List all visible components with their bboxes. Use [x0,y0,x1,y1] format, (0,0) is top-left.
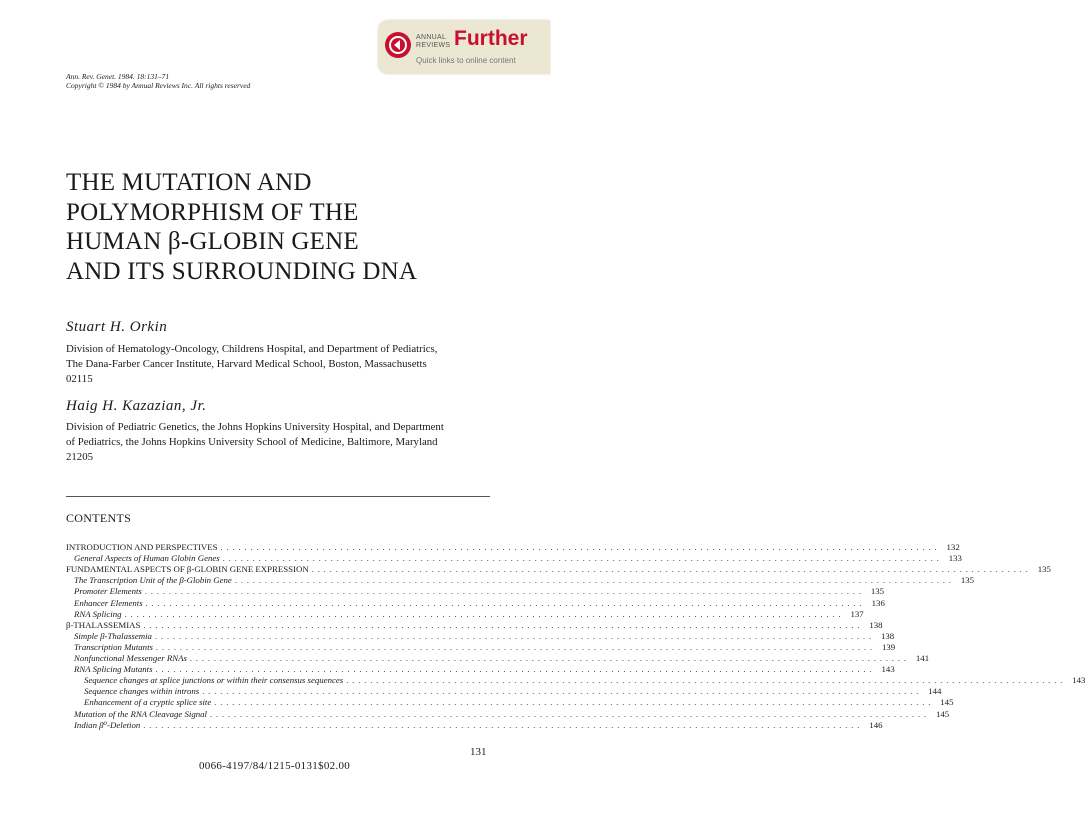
toc-entry-label: Enhancer Elements [74,597,143,608]
toc-entry-page: 141 [915,653,930,663]
toc-leader-dots: . . . . . . . . . . . . . . . . . . . . . . . . . . . . . . . . . . . . . . . . . . . . . . . . . . . . . . . . . . . . . . . . . . . . . . . . . . . . . . . . . . . . . . . . . . . . . . . . . . . . . . . . . . . . . . . . . . . . . . . . [143,720,861,730]
toc-entry[interactable] [66,542,960,553]
toc-entry-label: Nonfunctional Messenger RNAs [74,653,187,663]
toc-entry-page: 136 [871,597,885,608]
toc-entry-page: 144 [928,686,942,697]
toc-leader-dots: . . . . . . . . . . . . . . . . . . . . . . . . . . . . . . . . . . . . . . . . . . . . . . . . . . . . . . . . . . . . . . . . . . . . . . . . . . . . . . . . . . . . . . . . . . . . . . . . . . . . . . . . . . . . . . . . . . . . . . . . [311,565,1029,575]
toc-leader-dots: . . . . . . . . . . . . . . . . . . . . . . . . . . . . . . . . . . . . . . . . . . . . . . . . . . . . . . . . . . . . . . . . . . . . . . . . . . . . . . . . . . . . . . . . . . . . . . . . . . . . . . . . . . . . . . . . . . . . . . . . [124,609,842,619]
toc-entry-page: 145 [936,708,950,719]
toc-entry-page: 135 [960,575,975,586]
toc-entry[interactable] [66,619,883,631]
toc-entry[interactable] [66,586,885,597]
journal-citation: Ann. Rev. Genet. 1984. 18:131–71 [66,72,170,81]
toc-leader-dots: . . . . . . . . . . . . . . . . . . . . . . . . . . . . . . . . . . . . . . . . . . . . . . . . . . . . . . . . . . . . . . . . . . . . . . . . . . . . . . . . . . . . . . . . . . . . . . . . . . . . . . . . . . . . . . . . . . . . . . . . [155,665,873,675]
toc-entry-page: 139 [881,641,896,652]
toc-leader-dots: . . . . . . . . . . . . . . . . . . . . . . . . . . . . . . . . . . . . . . . . . . . . . . . . . . . . . . . . . . . . . . . . . . . . . . . . . . . . . . . . . . . . . . . . . . . . . . . . . . . . . . . . . . . . . . . . . . . . . . . . [220,543,938,552]
affiliation-line: Division of Hematology-Oncology, Childrens Hospital, and Department of Pediatrics, [66,343,438,355]
toc-entry[interactable] [66,686,942,697]
toc-entry-label: Transcription Mutants [74,641,153,652]
toc-entry-label: Mutation of the RNA Cleavage Signal [74,708,207,719]
toc-entry-page: 143 [881,664,895,675]
toc-entry[interactable] [66,697,954,708]
banner-further-label[interactable]: Further [454,27,528,50]
toc-entry-label: Enhancement of a cryptic splice site [84,697,212,708]
toc-entry-label: β-THALASSEMIAS [66,619,141,630]
toc-leader-dots: . . . . . . . . . . . . . . . . . . . . . . . . . . . . . . . . . . . . . . . . . . . . . . . . . . . . . . . . . . . . . . . . . . . . . . . . . . . . . . . . . . . . . . . . . . . . . . . . . . . . . . . . . . . . . . . . . . . . . . . . [234,576,952,586]
toc-entry[interactable] [66,641,896,653]
author-name: Haig H. Kazazian, Jr. [66,398,207,414]
toc-leader-dots: . . . . . . . . . . . . . . . . . . . . . . . . . . . . . . . . . . . . . . . . . . . . . . . . . . . . . . . . . . . . . . . . . . . . . . . . . . . . . . . . . . . . . . . . . . . . . . . . . . . . . . . . . . . . . . . . . . . . . . . . [145,598,863,608]
toc-leader-dots: . . . . . . . . . . . . . . . . . . . . . . . . . . . . . . . . . . . . . . . . . . . . . . . . . . . . . . . . . . . . . . . . . . . . . . . . . . . . . . . . . . . . . . . . . . . . . . . . . . . . . . . . . . . . . . . . . . . . . . . . [189,654,907,663]
banner-annual-text: ANNUAL [416,34,447,41]
toc-entry[interactable] [66,708,950,720]
toc-entry-label: The Transcription Unit of the β-Globin Gene [74,575,232,586]
author-name: Stuart H. Orkin [66,319,168,335]
toc-leader-dots: . . . . . . . . . . . . . . . . . . . . . . . . . . . . . . . . . . . . . . . . . . . . . . . . . . . . . . . . . . . . . . . . . . . . . . . . . . . . . . . . . . . . . . . . . . . . . . . . . . . . . . . . . . . . . . . . . . . . . . . . [210,709,927,719]
toc-entry-label: Sequence changes within introns [84,686,200,697]
toc-entry[interactable] [66,653,930,664]
further-banner[interactable] [378,20,550,74]
author-affiliation [66,420,491,465]
affiliation-line: of Pediatrics, the Johns Hopkins University School of Medicine, Baltimore, Maryland [66,436,438,448]
banner-reviews-text: REVIEWS [416,42,451,49]
toc-entry[interactable] [66,719,883,731]
title-line: HUMAN β-GLOBIN GENE [66,228,359,255]
toc-entry-page: 143 [1072,675,1085,686]
toc-entry-label: Simple β-Thalassemia [74,630,152,641]
affiliation-line: The Dana-Farber Cancer Institute, Harvard Medical School, Boston, Massachusetts [66,358,427,370]
toc-entry-label: General Aspects of Human Globin Genes [74,553,220,564]
toc-entry-label: RNA Splicing [74,608,122,619]
toc-leader-dots: . . . . . . . . . . . . . . . . . . . . . . . . . . . . . . . . . . . . . . . . . . . . . . . . . . . . . . . . . . . . . . . . . . . . . . . . . . . . . . . . . . . . . . . . . . . . . . . . . . . . . . . . . . . . . . . . . . . . . . . . [222,554,940,564]
toc-entry-label: Promoter Elements [74,586,142,597]
toc-entry[interactable] [66,630,895,642]
toc-entry[interactable] [66,675,1085,686]
toc-entry[interactable] [66,553,962,564]
toc-leader-dots: . . . . . . . . . . . . . . . . . . . . . . . . . . . . . . . . . . . . . . . . . . . . . . . . . . . . . . . . . . . . . . . . . . . . . . . . . . . . . . . . . . . . . . . . . . . . . . . . . . . . . . . . . . . . . . . . . . . . . . . . [143,620,861,630]
toc-leader-dots: . . . . . . . . . . . . . . . . . . . . . . . . . . . . . . . . . . . . . . . . . . . . . . . . . . . . . . . . . . . . . . . . . . . . . . . . . . . . . . . . . . . . . . . . . . . . . . . . . . . . . . . . . . . . . . . . . . . . . . . . [154,631,872,641]
toc-entry-label: FUNDAMENTAL ASPECTS OF β-GLOBIN GENE EXPRESSION [66,564,309,575]
toc-entry-label: INTRODUCTION AND PERSPECTIVES [66,542,218,552]
toc-leader-dots: . . . . . . . . . . . . . . . . . . . . . . . . . . . . . . . . . . . . . . . . . . . . . . . . . . . . . . . . . . . . . . . . . . . . . . . . . . . . . . . . . . . . . . . . . . . . . . . . . . . . . . . . . . . . . . . . . . . . . . . . [202,687,920,697]
section-divider [66,496,490,497]
affiliation-line: 02115 [66,373,93,385]
toc-entry-label: RNA Splicing Mutants [74,664,153,675]
toc-entry-page: 135 [1037,564,1051,575]
title-line: POLYMORPHISM OF THE [66,198,359,226]
title-line: THE MUTATION AND [66,169,312,196]
toc-entry[interactable] [66,575,975,586]
toc-entry-label: Sequence changes at splice junctions or within their consensus sequences [84,675,344,686]
toc-entry[interactable] [66,608,864,620]
toc-entry[interactable] [66,597,885,609]
affiliation-line: 21205 [66,451,93,463]
toc-entry[interactable] [66,664,895,675]
toc-entry-page: 146 [869,719,883,730]
toc-leader-dots: . . . . . . . . . . . . . . . . . . . . . . . . . . . . . . . . . . . . . . . . . . . . . . . . . . . . . . . . . . . . . . . . . . . . . . . . . . . . . . . . . . . . . . . . . . . . . . . . . . . . . . . . . . . . . . . . . . . . . . . . [346,676,1064,686]
affiliation-line: Division of Pediatric Genetics, the Johns Hopkins University Hospital, and Department [66,421,444,433]
page-number: 131 [470,746,487,758]
toc-entry-label: Indian β⁰-Deletion [74,719,141,730]
toc-entry-page: 132 [946,542,960,552]
contents-heading: CONTENTS [66,511,132,525]
title-line: AND ITS SURROUNDING DNA [66,257,418,285]
copyright-line: Copyright © 1984 by Annual Reviews Inc. All rights reserved [66,81,251,90]
banner-tagline[interactable]: Quick links to online content [416,56,516,65]
toc-entry-page: 133 [948,553,962,564]
toc-entry[interactable] [66,564,1051,575]
toc-leader-dots: . . . . . . . . . . . . . . . . . . . . . . . . . . . . . . . . . . . . . . . . . . . . . . . . . . . . . . . . . . . . . . . . . . . . . . . . . . . . . . . . . . . . . . . . . . . . . . . . . . . . . . . . . . . . . . . . . . . . . . . . [155,642,873,652]
toc-entry-page: 138 [880,630,895,641]
annual-reviews-logo-icon [385,32,411,58]
toc-leader-dots: . . . . . . . . . . . . . . . . . . . . . . . . . . . . . . . . . . . . . . . . . . . . . . . . . . . . . . . . . . . . . . . . . . . . . . . . . . . . . . . . . . . . . . . . . . . . . . . . . . . . . . . . . . . . . . . . . . . . . . . . [214,698,932,708]
article-code: 0066-4197/84/1215-0131$02.00 [199,760,351,772]
toc-entry-page: 137 [850,608,864,619]
toc-entry-page: 135 [870,586,885,597]
toc-leader-dots: . . . . . . . . . . . . . . . . . . . . . . . . . . . . . . . . . . . . . . . . . . . . . . . . . . . . . . . . . . . . . . . . . . . . . . . . . . . . . . . . . . . . . . . . . . . . . . . . . . . . . . . . . . . . . . . . . . . . . . . . [144,587,862,597]
toc-entry-page: 145 [940,697,954,708]
author-affiliation [66,342,491,387]
toc-entry-page: 138 [869,619,883,630]
article-title [66,168,486,286]
